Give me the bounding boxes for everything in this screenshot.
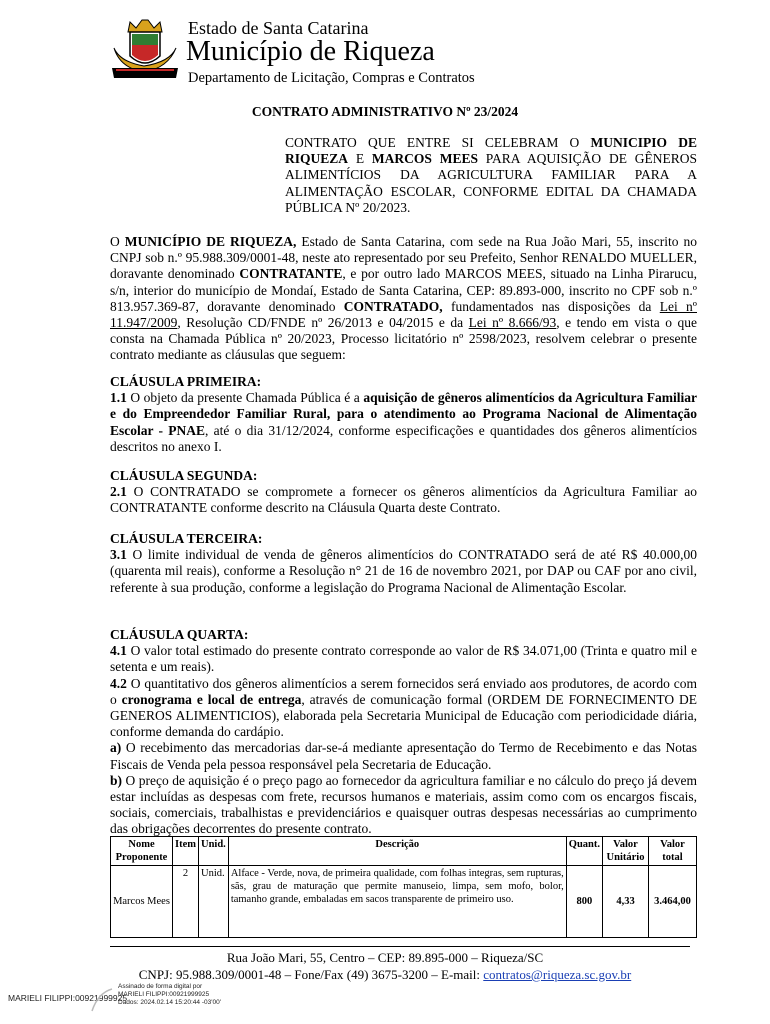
- cell-item: 2: [173, 866, 199, 938]
- col-header-qty: Quant.: [566, 837, 602, 866]
- contract-title: CONTRATO ADMINISTRATIVO Nº 23/2024: [251, 104, 519, 119]
- footer-divider: [110, 946, 690, 947]
- law-link-8666[interactable]: Lei nº 8.666/93: [468, 315, 557, 331]
- clause-2-text: 2.1 O CONTRATADO se compromete a fornecer os gêneros alimentícios da Agricultura Familiar ao CONTRATANTE conforme descrito na Cláusula Quarta deste Contrato.: [110, 484, 697, 516]
- clause-1-text: 1.1 O objeto da presente Chamada Pública é a aquisição de gêneros alimentícios da Agricultura Familiar e do Empreendedor Familiar Rural, para o atendimento ao Programa Nacional de Alimentação Escolar - PNAE, até o dia 31/12/2024, conforme especificações e quantidades dos gêneros alimentícios descritos no anexo I.: [110, 390, 697, 454]
- law-link-11947[interactable]: Lei nº 11.947/2009: [110, 298, 697, 331]
- col-header-total: Valor total: [649, 837, 697, 866]
- clause-3: [110, 531, 697, 596]
- footer-contact: CNPJ: 95.988.309/0001-48 – Fone/Fax (49) 3675-3200 – E-mail: contratos@riqueza.sc.gov.br: [138, 967, 632, 982]
- clause-4-a: a) O recebimento das mercadorias dar-se-á mediante apresentação do Termo de Recebimento e das Notas Fiscais de Venda pela pessoa responsável pela Secretaria de Educação.: [110, 740, 697, 772]
- email-link[interactable]: contratos@riqueza.sc.gov.br: [483, 967, 632, 982]
- items-table: [110, 836, 697, 938]
- clause-4-b: b) O preço de aquisição é o preço pago ao fornecedor da agricultura familiar e no cálculo do preço já devem estar incluídas as despesas com frete, recursos humanos e materiais, assim como com os encargos fiscais, sociais, comerciais, trabalhistas e previdenciários e quaisquer outras despesas necessárias ao cumprimento das obrigações decorrentes do presente contrato.: [110, 772, 697, 837]
- clause-2-heading: CLÁUSULA SEGUNDA:: [110, 468, 258, 483]
- signature-mark-icon: [88, 985, 118, 1015]
- intro-paragraph: O MUNICÍPIO DE RIQUEZA, Estado de Santa Catarina, com sede na Rua João Mari, 55, inscrito no CNPJ sob n.º 95.988.309/0001-48, neste ato representado por seu Prefeito, Senhor RENALDO MUELLER, doravante denominado CONTRATANTE, e por outro lado MARCOS MEES, situado na Linha Pirarucu, s/n, interior do município de Mondaí, Estado de Santa Catarina, CEP: 89.893-000, inscrito no CPF sob n.º 813.957.369-87, doravante denominado CONTRATADO, fundamentados nas disposições da Lei nº 11.947/2009, Resolução CD/FNDE nº 26/2013 e 04/2015 e da Lei nº 8.666/93, e tendo em vista o que consta na Chamada Pública nº 20/2023, Processo licitatório nº 2598/2023, resolvem celebrar o presente contrato mediante as cláusulas que seguem:: [110, 234, 698, 363]
- cell-unit-value: 4,33: [603, 866, 649, 938]
- col-header-unit-value: Valor Unitário: [603, 837, 649, 866]
- table-row: [111, 866, 697, 938]
- footer-address: Rua João Mari, 55, Centro – CEP: 89.895-000 – Riqueza/SC: [226, 950, 544, 965]
- clause-4-2: 4.2 O quantitativo dos gêneros alimentícios a serem fornecidos será enviado aos produtores, de acordo com o cronograma e local de entrega, através de comunicação formal (ORDEM DE FORNECIMENTO DE GENEROS ALIMENTICIOS), elaborada pela Secretaria Municipal de Educação com periodicidade diária, conforme demanda do cardápio.: [110, 675, 697, 740]
- clause-1-heading: CLÁUSULA PRIMEIRA:: [110, 374, 262, 389]
- table-header-row: [111, 837, 697, 866]
- cell-total: 3.464,00: [649, 866, 697, 938]
- clause-1: [110, 374, 697, 455]
- clause-2: [110, 468, 697, 517]
- header-state: Estado de Santa Catarina: [188, 18, 369, 38]
- clause-3-text: 3.1 O limite individual de venda de gêneros alimentícios do CONTRATADO será de até R$ 40.000,00 (quarenta mil reais), conforme a Resolução n° 21 de 16 de novembro 2021, por DAP ou CAF por ano civil, referente à sua produção, conforme a legislação do Programa Nacional de Alimentação Escolar.: [110, 547, 697, 595]
- col-header-description: Descrição: [228, 837, 566, 866]
- cell-description: Alface - Verde, nova, de primeira qualidade, com folhas integras, sem rupturas, sãs, grau de maturação que permite manuseio, limpa, sem mofo, bolor, tamanho grande, embaladas em sacos transparente de primeiro uso.: [228, 866, 566, 938]
- clause-3-heading: CLÁUSULA TERCEIRA:: [110, 531, 263, 546]
- header-municipality: Município de Riqueza: [186, 36, 435, 67]
- signature-details: Assinado de forma digital por MARIELI FILIPPI:00921999925 Dados: 2024.02.14 15:20:44 -03'00': [118, 983, 221, 1006]
- header-department: Departamento de Licitação, Compras e Contratos: [188, 70, 475, 86]
- clause-4-1: 4.1 O valor total estimado do presente contrato corresponde ao valor de R$ 34.071,00 (Trinta e quatro mil e setenta e um reais).: [110, 643, 697, 675]
- cell-unit: Unid.: [199, 866, 229, 938]
- col-header-proponent: Nome Proponente: [111, 837, 173, 866]
- signature-name: MARIELI FILIPPI:00921999925: [8, 993, 128, 1003]
- clause-4: [110, 627, 697, 838]
- municipal-crest: [110, 18, 182, 84]
- col-header-unit: Unid.: [199, 837, 229, 866]
- clause-4-heading: CLÁUSULA QUARTA:: [110, 627, 249, 642]
- cell-proponent: Marcos Mees: [111, 866, 173, 938]
- col-header-item: Item: [173, 837, 199, 866]
- contract-preamble: CONTRATO QUE ENTRE SI CELEBRAM O MUNICIPIO DE RIQUEZA E MARCOS MEES PARA AQUISIÇÃO DE GÊNEROS ALIMENTÍCIOS DA AGRICULTURA FAMILIAR PARA A ALIMENTAÇÃO ESCOLAR, CONFORME EDITAL DA CHAMADA PÚBLICA Nº 20/2023.: [285, 135, 697, 215]
- cell-qty: 800: [566, 866, 602, 938]
